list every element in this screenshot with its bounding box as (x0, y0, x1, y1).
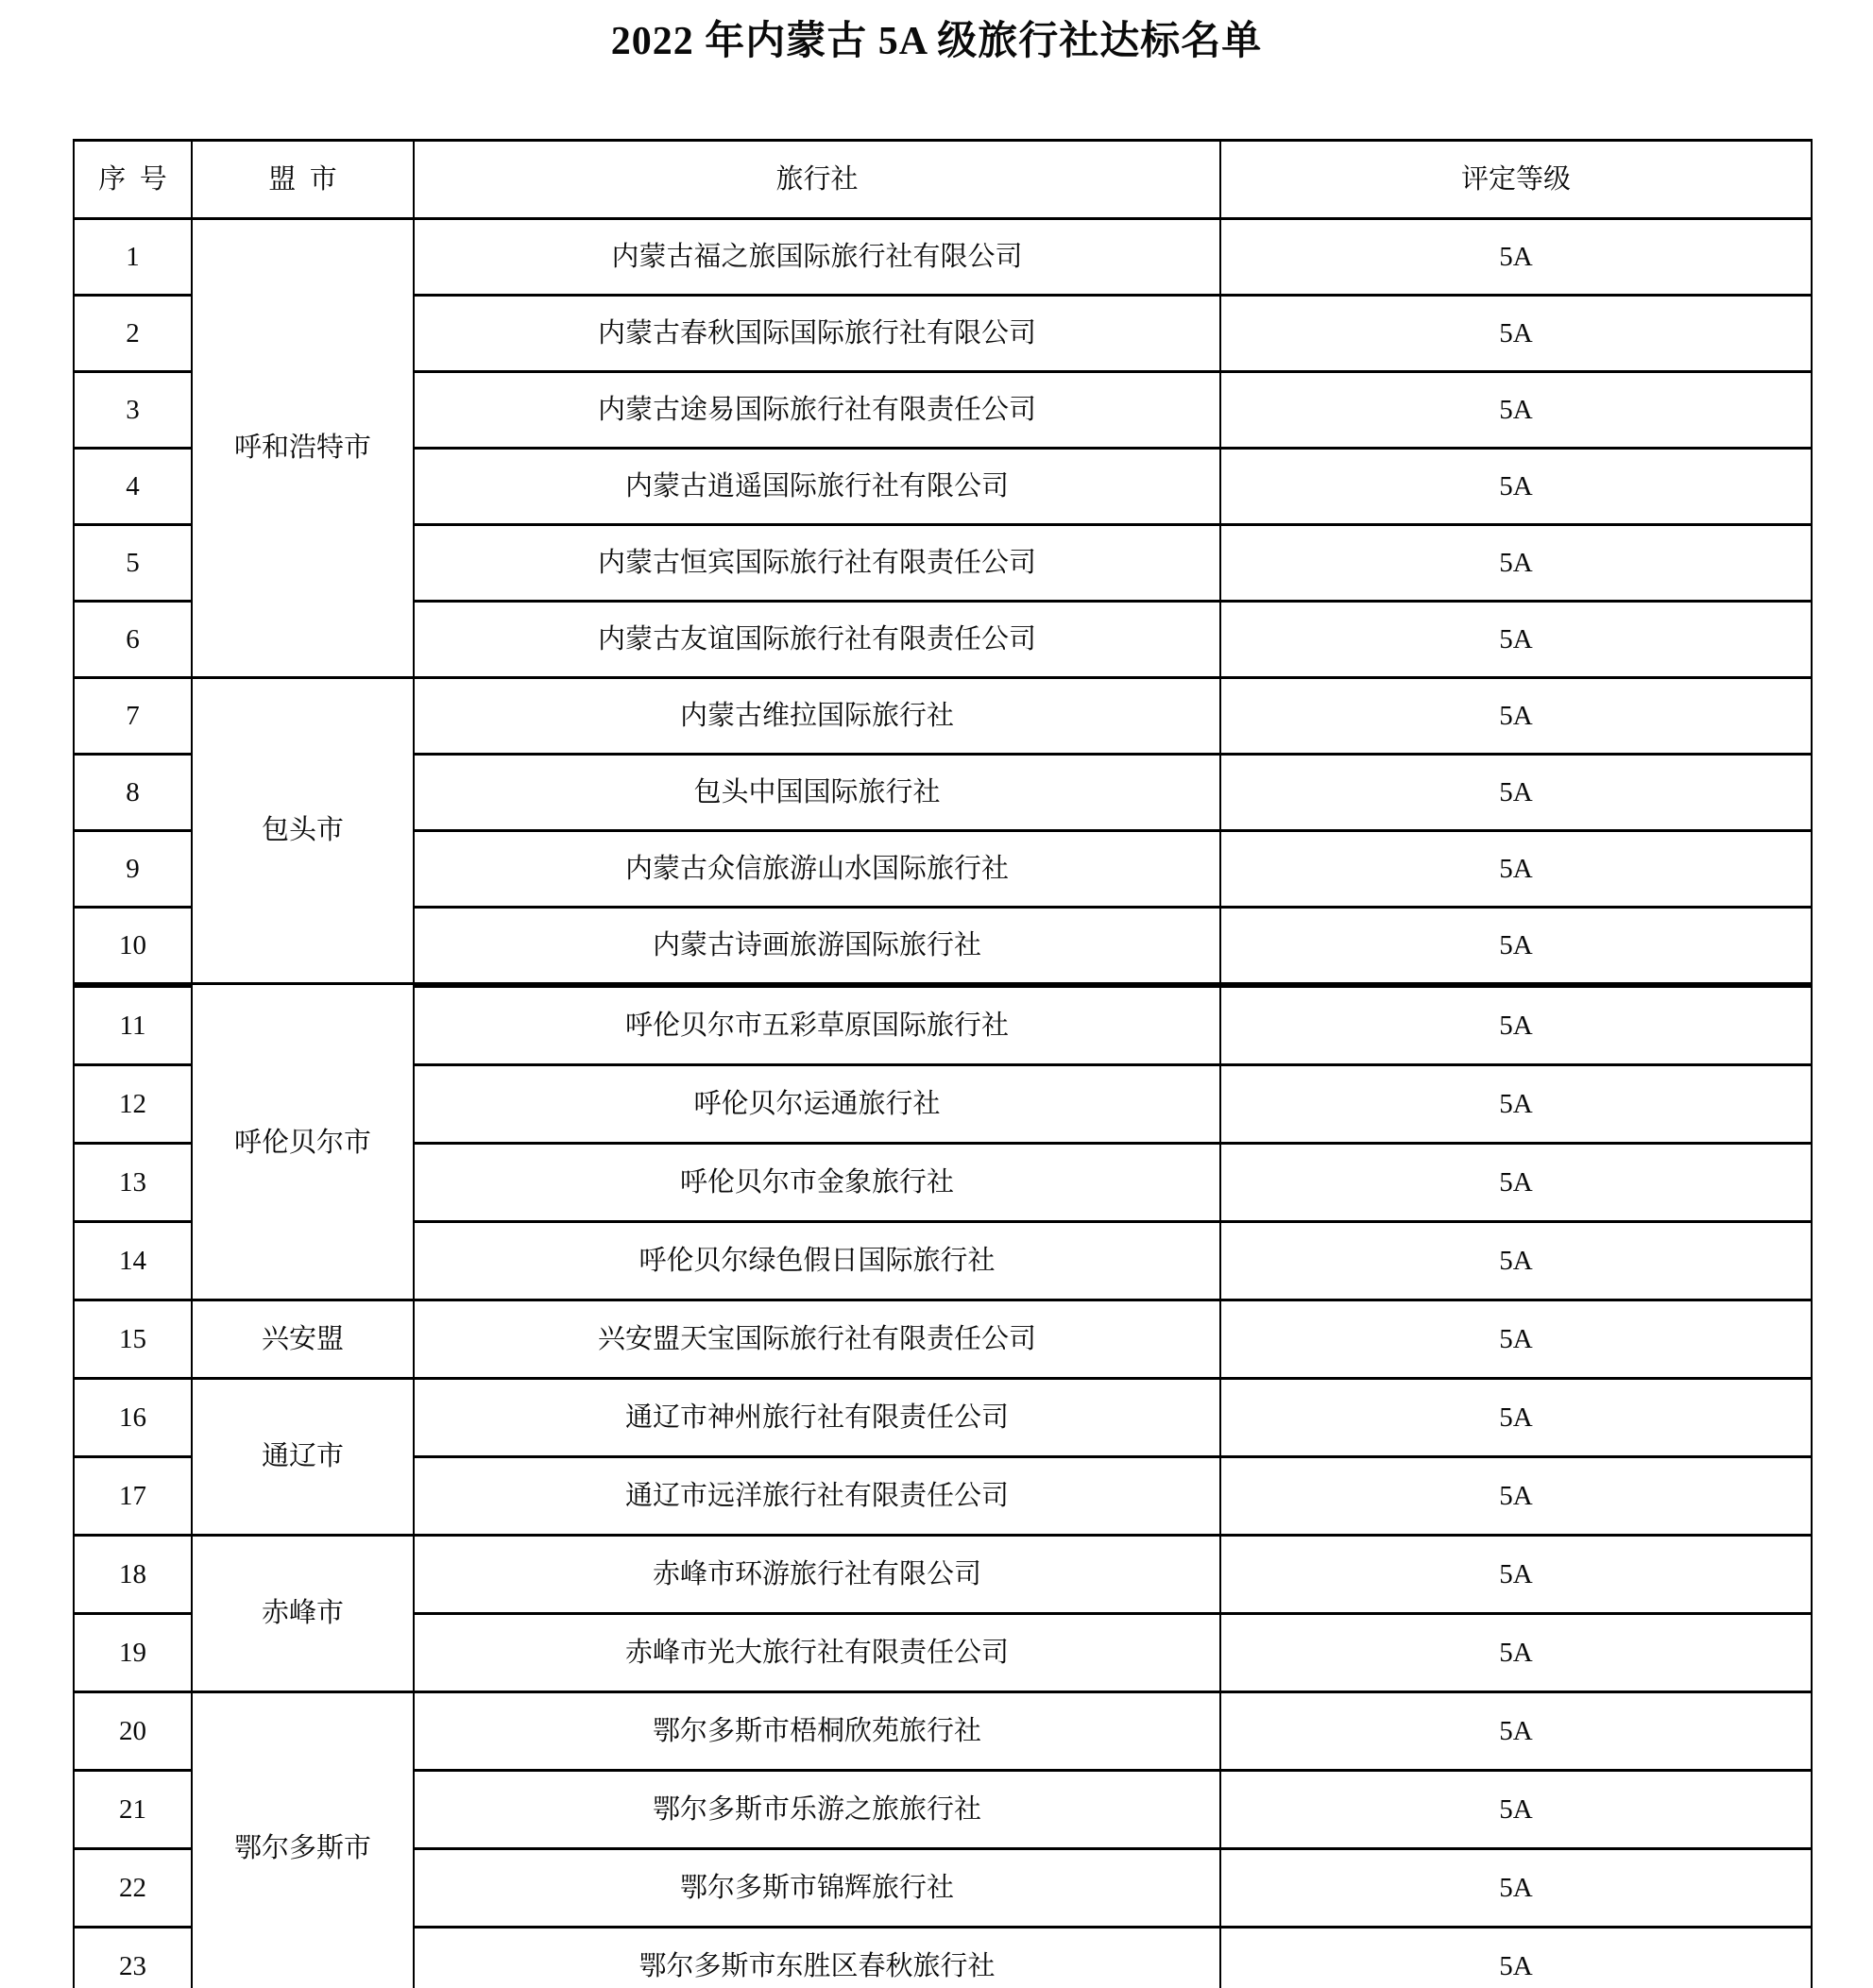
agency-cell: 通辽市神州旅行社有限责任公司 (414, 1379, 1220, 1457)
serial-cell: 9 (74, 831, 192, 908)
grade-cell: 5A (1220, 1692, 1812, 1771)
city-cell: 包头市 (192, 678, 414, 984)
serial-cell: 5 (74, 525, 192, 602)
header-cell-grade: 评定等级 (1220, 141, 1812, 219)
serial-cell: 4 (74, 449, 192, 525)
grade-cell: 5A (1220, 1144, 1812, 1222)
serial-cell: 7 (74, 678, 192, 755)
grade-cell: 5A (1220, 525, 1812, 602)
grade-cell: 5A (1220, 1300, 1812, 1379)
agency-cell: 鄂尔多斯市锦辉旅行社 (414, 1849, 1220, 1928)
header-cell-agency: 旅行社 (414, 141, 1220, 219)
city-cell: 呼伦贝尔市 (192, 987, 414, 1300)
city-cell: 鄂尔多斯市 (192, 1692, 414, 1988)
grade-cell: 5A (1220, 296, 1812, 372)
city-cell: 兴安盟 (192, 1300, 414, 1379)
page-title: 2022 年内蒙古 5A 级旅行社达标名单 (610, 20, 1263, 63)
grade-cell: 5A (1220, 987, 1812, 1065)
serial-cell: 11 (74, 987, 192, 1065)
serial-cell: 14 (74, 1222, 192, 1300)
grade-cell: 5A (1220, 1849, 1812, 1928)
grade-cell: 5A (1220, 219, 1812, 296)
grade-cell: 5A (1220, 1379, 1812, 1457)
table-row (74, 987, 1812, 1065)
agency-cell: 内蒙古恒宾国际旅行社有限责任公司 (414, 525, 1220, 602)
serial-cell: 3 (74, 372, 192, 449)
grade-cell: 5A (1220, 755, 1812, 831)
header-cell-no: 序 号 (74, 141, 192, 219)
grade-cell: 5A (1220, 1928, 1812, 1988)
serial-cell: 2 (74, 296, 192, 372)
agency-cell: 内蒙古诗画旅游国际旅行社 (414, 908, 1220, 984)
grade-cell: 5A (1220, 372, 1812, 449)
grade-cell: 5A (1220, 1771, 1812, 1849)
serial-cell: 19 (74, 1614, 192, 1692)
agency-cell: 赤峰市光大旅行社有限责任公司 (414, 1614, 1220, 1692)
grade-cell: 5A (1220, 602, 1812, 678)
serial-cell: 17 (74, 1457, 192, 1536)
agency-cell: 鄂尔多斯市东胜区春秋旅行社 (414, 1928, 1220, 1988)
serial-cell: 22 (74, 1849, 192, 1928)
serial-cell: 15 (74, 1300, 192, 1379)
agency-cell: 内蒙古众信旅游山水国际旅行社 (414, 831, 1220, 908)
agency-cell: 兴安盟天宝国际旅行社有限责任公司 (414, 1300, 1220, 1379)
city-cell: 呼和浩特市 (192, 219, 414, 678)
serial-cell: 20 (74, 1692, 192, 1771)
agency-cell: 鄂尔多斯市梧桐欣苑旅行社 (414, 1692, 1220, 1771)
agency-table-part-1 (73, 139, 1813, 985)
agency-cell: 呼伦贝尔绿色假日国际旅行社 (414, 1222, 1220, 1300)
agency-cell: 内蒙古福之旅国际旅行社有限公司 (414, 219, 1220, 296)
agency-table-part-2 (73, 985, 1813, 1988)
serial-cell: 12 (74, 1065, 192, 1144)
serial-cell: 6 (74, 602, 192, 678)
table-header-row (74, 141, 1812, 219)
agency-cell: 内蒙古逍遥国际旅行社有限公司 (414, 449, 1220, 525)
agency-cell: 呼伦贝尔市五彩草原国际旅行社 (414, 987, 1220, 1065)
agency-cell: 鄂尔多斯市乐游之旅旅行社 (414, 1771, 1220, 1849)
table-row (74, 678, 1812, 755)
table-row (74, 1379, 1812, 1457)
table-row (74, 219, 1812, 296)
city-cell: 赤峰市 (192, 1536, 414, 1692)
grade-cell: 5A (1220, 1065, 1812, 1144)
header-cell-city: 盟 市 (192, 141, 414, 219)
agency-cell: 赤峰市环游旅行社有限公司 (414, 1536, 1220, 1614)
grade-cell: 5A (1220, 1536, 1812, 1614)
serial-cell: 13 (74, 1144, 192, 1222)
serial-cell: 8 (74, 755, 192, 831)
table-row (74, 1536, 1812, 1614)
agency-cell: 通辽市远洋旅行社有限责任公司 (414, 1457, 1220, 1536)
agency-cell: 呼伦贝尔市金象旅行社 (414, 1144, 1220, 1222)
table-row (74, 1300, 1812, 1379)
serial-cell: 16 (74, 1379, 192, 1457)
serial-cell: 18 (74, 1536, 192, 1614)
agency-cell: 内蒙古维拉国际旅行社 (414, 678, 1220, 755)
serial-cell: 1 (74, 219, 192, 296)
grade-cell: 5A (1220, 908, 1812, 984)
serial-cell: 10 (74, 908, 192, 984)
agency-cell: 内蒙古友谊国际旅行社有限责任公司 (414, 602, 1220, 678)
agency-cell: 呼伦贝尔运通旅行社 (414, 1065, 1220, 1144)
agency-cell: 包头中国国际旅行社 (414, 755, 1220, 831)
agency-cell: 内蒙古途易国际旅行社有限责任公司 (414, 372, 1220, 449)
serial-cell: 23 (74, 1928, 192, 1988)
agency-cell: 内蒙古春秋国际国际旅行社有限公司 (414, 296, 1220, 372)
grade-cell: 5A (1220, 449, 1812, 525)
grade-cell: 5A (1220, 1614, 1812, 1692)
grade-cell: 5A (1220, 1457, 1812, 1536)
grade-cell: 5A (1220, 1222, 1812, 1300)
grade-cell: 5A (1220, 831, 1812, 908)
serial-cell: 21 (74, 1771, 192, 1849)
grade-cell: 5A (1220, 678, 1812, 755)
city-cell: 通辽市 (192, 1379, 414, 1536)
table-row (74, 1692, 1812, 1771)
